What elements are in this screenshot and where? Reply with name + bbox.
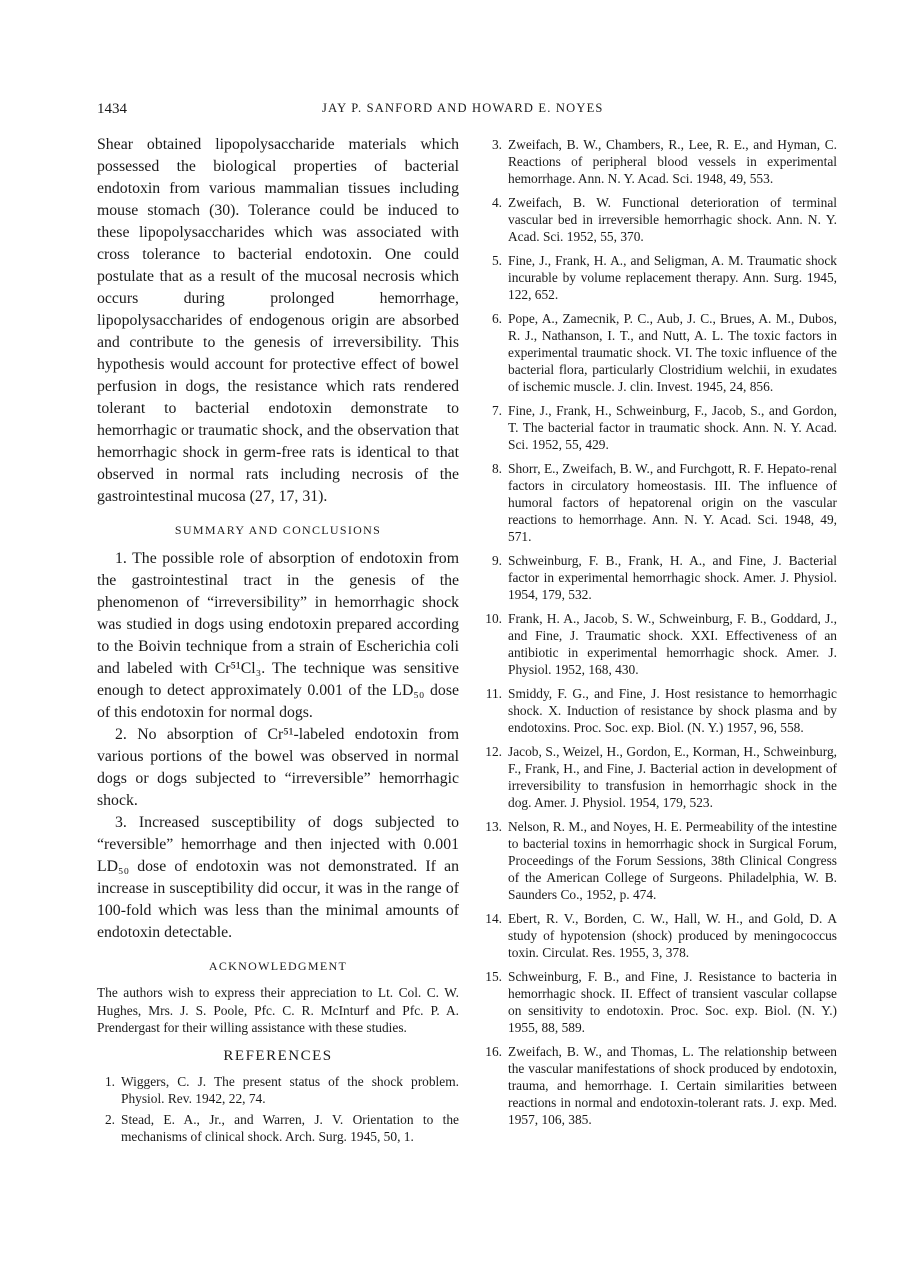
reference-text: Schweinburg, F. B., and Fine, J. Resistance to bacteria in hemorrhagic shock. II. Effect of transient vascular collapse on sensitivity to endotoxin. Proc. Soc. exp. Biol. (N. Y.) 1955, 88, 589.: [508, 969, 837, 1035]
reference-number: 6.: [491, 311, 502, 326]
reference-item: [484, 402, 837, 453]
reference-number: 2.: [104, 1111, 115, 1127]
reference-text: Wiggers, C. J. The present status of the shock problem. Physiol. Rev. 1942, 22, 74.: [121, 1073, 459, 1106]
reference-number: 8.: [491, 461, 502, 476]
reference-text: Pope, A., Zamecnik, P. C., Aub, J. C., Brues, A. M., Dubos, R. J., Nathanson, I. T., and Nutt, A. L. The toxic factors in experimental traumatic shock. VI. The toxic influence of the bacterial flora, particularly Clostridium welchii, in exudates of ischemic muscle. J. clin. Invest. 1945, 24, 856.: [508, 311, 837, 394]
right-column: [484, 136, 837, 1135]
running-head: JAY P. SANFORD AND HOWARD E. NOYES: [322, 101, 604, 115]
reference-text: Zweifach, B. W., and Thomas, L. The relationship between the vascular manifestations of shock produced by endotoxin, trauma, and hemorrhage. I. Certain similarities between reactions in normal and endotoxin-tolerant rats. J. exp. Med. 1957, 106, 385.: [508, 1044, 837, 1127]
reference-item: [484, 194, 837, 245]
reference-item: [97, 1111, 459, 1145]
reference-number: 11.: [485, 686, 502, 701]
reference-item: [484, 460, 837, 545]
reference-text: Fine, J., Frank, H. A., and Seligman, A. M. Traumatic shock incurable by volume replacement therapy. Ann. Surg. 1945, 122, 652.: [508, 253, 837, 302]
page-number: 1434: [97, 101, 127, 117]
reference-item: [484, 310, 837, 395]
reference-item: [484, 685, 837, 736]
reference-number: 14.: [485, 911, 502, 926]
reference-text: Shorr, E., Zweifach, B. W., and Furchgott, R. F. Hepato-renal factors in circulatory homeostasis. III. The influence of humoral factors of hepatorenal origin on the vascular reactions to hemorrhage. Ann. N. Y. Acad. Sci. 1948, 49, 571.: [508, 461, 837, 544]
reference-number: 12.: [485, 744, 502, 759]
reference-number: 4.: [491, 195, 502, 210]
acknowledgment-text: The authors wish to express their appreciation to Lt. Col. C. W. Hughes, Mrs. J. S. Poole, Pfc. C. R. McInturf and Pfc. P. A. Prendergast for their willing assistance with these studies.: [97, 985, 459, 1035]
reference-text: Zweifach, B. W., Chambers, R., Lee, R. E., and Hyman, C. Reactions of peripheral blood vessels in experimental hemorrhage. Ann. N. Y. Acad. Sci. 1948, 49, 553.: [508, 137, 837, 186]
reference-text: Jacob, S., Weizel, H., Gordon, E., Korman, H., Schweinburg, F., Frank, H., and Fine, J. Bacterial action in development of irreversibility to transfusion in hemorrhagic shock in the dog. Amer. J. Physiol. 1954, 179, 523.: [508, 744, 837, 810]
reference-item: [484, 910, 837, 961]
reference-number: 3.: [491, 137, 502, 152]
left-column: [97, 134, 459, 1149]
reference-text: Frank, H. A., Jacob, S. W., Schweinburg, F. B., Goddard, J., and Fine, J. Traumatic shock. XXI. Effectiveness of an antibiotic in experimental hemorrhagic shock. Amer. J. Physiol. 1952, 168, 430.: [508, 611, 837, 677]
reference-number: 1.: [104, 1073, 115, 1089]
reference-item: [484, 743, 837, 811]
reference-number: 16.: [485, 1044, 502, 1059]
continuation-paragraph: Shear obtained lipopolysaccharide materials which possessed the biological properties of bacterial endotoxin from various mammalian tissues including mouse stomach (30). Tolerance could be induced to these lipopolysaccharides which was associated with cross tolerance to bacterial endotoxin. One could postulate that as a result of the mucosal necrosis which occurs during prolonged hemorrhage, lipopolysaccharides of endogenous origin are absorbed and contribute to the genesis of irreversibility. This hypothesis would account for protective effect of bowel perfusion in dogs, the resistance which rats rendered tolerant to bacterial endotoxin demonstrate to hemorrhagic or traumatic shock, and the observation that hemorrhagic shock in germ-free rats is identical to that observed in normal rats including necrosis of the gastrointestinal mucosa (27, 17, 31).: [97, 136, 459, 505]
reference-number: 13.: [485, 819, 502, 834]
reference-number: 7.: [491, 403, 502, 418]
summary-item-3: 3. Increased susceptibility of dogs subjected to “reversible” hemorrhage and then injected with 0.001 LD₅₀ dose of endotoxin was not demonstrated. If an increase in susceptibility did occur, it was in the range of 100-fold which was less than the minimal amounts of endotoxin detectable.: [97, 814, 459, 941]
reference-text: Zweifach, B. W. Functional deterioration of terminal vascular bed in irreversible hemorrhagic shock. Ann. N. Y. Acad. Sci. 1952, 55, 370.: [508, 195, 837, 244]
reference-text: Fine, J., Frank, H., Schweinburg, F., Jacob, S., and Gordon, T. The bacterial factor in traumatic shock. Ann. N. Y. Acad. Sci. 1952, 55, 429.: [508, 403, 837, 452]
reference-item: [484, 136, 837, 187]
summary-item-2: 2. No absorption of Cr⁵¹-labeled endotoxin from various portions of the bowel was observed in normal dogs or dogs subjected to “irreversible” hemorrhagic shock.: [97, 726, 459, 809]
reference-text: Stead, E. A., Jr., and Warren, J. V. Orientation to the mechanisms of clinical shock. Arch. Surg. 1945, 50, 1.: [121, 1111, 459, 1144]
reference-item: [484, 968, 837, 1036]
reference-item: [484, 818, 837, 903]
reference-text: Schweinburg, F. B., Frank, H. A., and Fine, J. Bacterial factor in experimental hemorrhagic shock. Amer. J. Physiol. 1954, 179, 532.: [508, 553, 837, 602]
references-heading: REFERENCES: [223, 1047, 333, 1064]
reference-item: [484, 1043, 837, 1128]
reference-text: Ebert, R. V., Borden, C. W., Hall, W. H., and Gold, D. A study of hypotension (shock) produced by meningococcus toxin. Circulat. Res. 1955, 3, 378.: [508, 911, 837, 960]
reference-text: Smiddy, F. G., and Fine, J. Host resistance to hemorrhagic shock. X. Induction of resistance by shock plasma and by endotoxins. Proc. Soc. exp. Biol. (N. Y.) 1957, 96, 558.: [508, 686, 837, 735]
reference-item: [484, 552, 837, 603]
reference-number: 10.: [485, 611, 502, 626]
acknowledgment-heading: ACKNOWLEDGMENT: [208, 959, 348, 973]
summary-heading: SUMMARY AND CONCLUSIONS: [174, 523, 382, 537]
reference-number: 15.: [485, 969, 502, 984]
reference-item: [484, 252, 837, 303]
reference-text: Nelson, R. M., and Noyes, H. E. Permeability of the intestine to bacterial toxins in hemorrhagic shock in Surgical Forum, Proceedings of the Forum Sessions, 38th Clinical Congress of the American College of Surgeons. Philadelphia, W. B. Saunders Co., 1952, p. 474.: [508, 819, 837, 902]
reference-number: 9.: [491, 553, 502, 568]
page-header: [0, 101, 907, 123]
reference-item: [484, 610, 837, 678]
summary-item-1: 1. The possible role of absorption of endotoxin from the gastrointestinal tract in the genesis of the phenomenon of “irreversibility” in hemorrhagic shock was studied in dogs using endotoxin prepared according to the Boivin technique from a strain of Escherichia coli and labeled with Cr⁵¹Cl₃. The technique was sensitive enough to detect approximately 0.001 of the LD₅₀ dose of this endotoxin for normal dogs.: [97, 550, 459, 721]
reference-item: [97, 1073, 459, 1107]
reference-number: 5.: [491, 253, 502, 268]
